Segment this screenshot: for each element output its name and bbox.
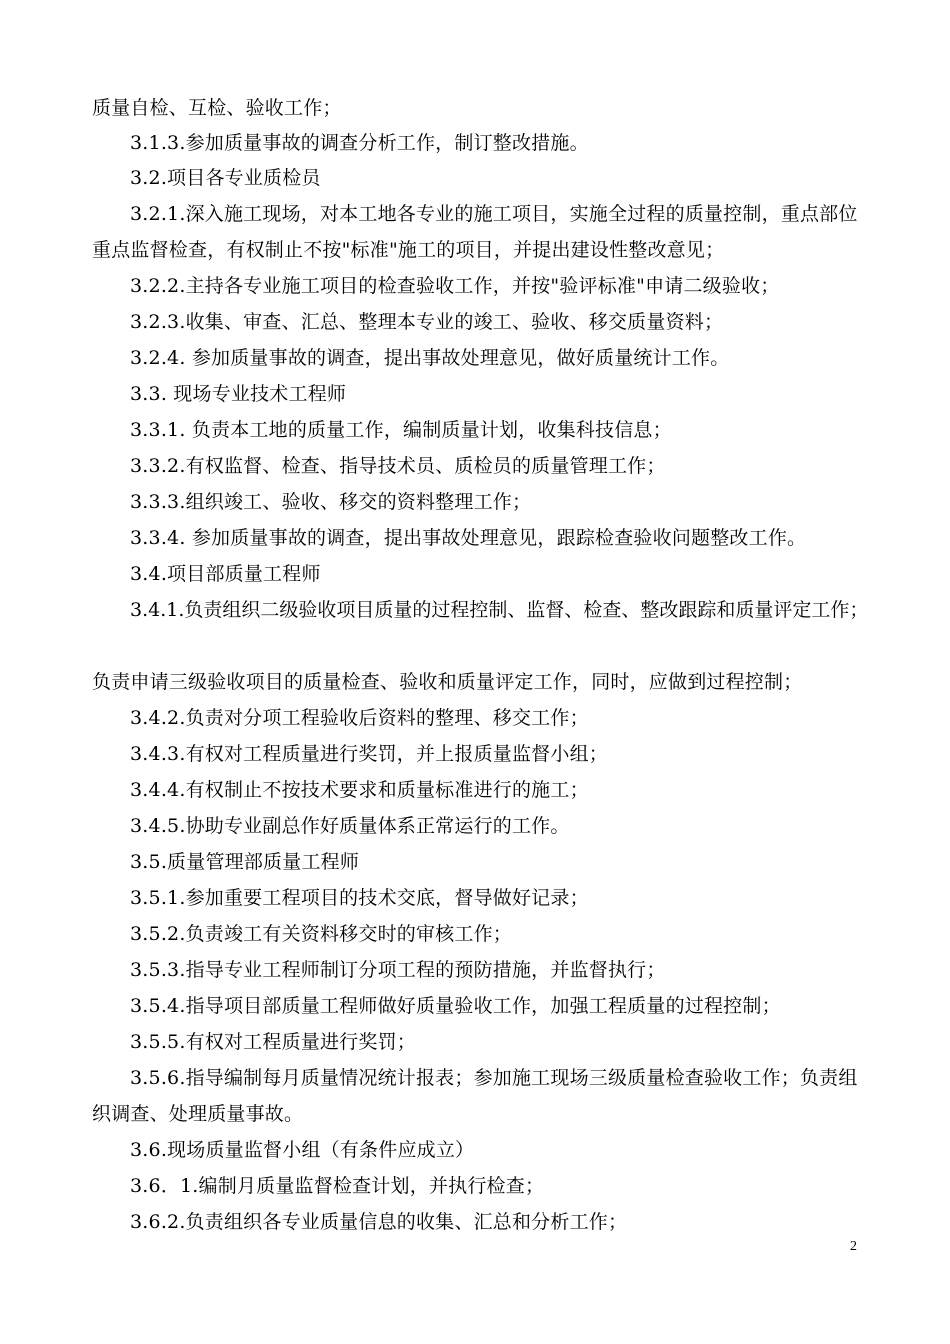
text-line: 3.2.2.主持各专业施工项目的检查验收工作，并按"验评标准"申请二级验收；: [130, 275, 780, 297]
text-line: 负责申请三级验收项目的质量检查、验收和质量评定工作，同时，应做到过程控制；: [92, 671, 803, 693]
text-line: 3.2.4. 参加质量事故的调查，提出事故处理意见，做好质量统计工作。: [130, 347, 730, 369]
text-line: 3.6．1.编制月质量监督检查计划，并执行检查；: [130, 1175, 545, 1197]
text-line: 3.4.5.协助专业副总作好质量体系正常运行的工作。: [130, 815, 570, 837]
section-heading: 3.4.项目部质量工程师: [130, 563, 321, 585]
text-line: 3.5.3.指导专业工程师制订分项工程的预防措施，并监督执行；: [130, 959, 666, 981]
text-line: 3.3.1. 负责本工地的质量工作，编制质量计划，收集科技信息；: [130, 419, 672, 441]
text-line: 3.1.3.参加质量事故的调查分析工作，制订整改措施。: [130, 132, 589, 154]
text-line: 3.6.2.负责组织各专业质量信息的收集、汇总和分析工作；: [130, 1211, 628, 1233]
text-line: 3.2.1.深入施工现场，对本工地各专业的施工项目，实施全过程的质量控制，重点部位: [130, 203, 858, 225]
text-line: 3.5.6.指导编制每月质量情况统计报表；参加施工现场三级质量检查验收工作；负责组: [130, 1067, 858, 1089]
text-line: 3.4.2.负责对分项工程验收后资料的整理、移交工作；: [130, 707, 589, 729]
text-line: 重点监督检查，有权制止不按"标准"施工的项目，并提出建设性整改意见；: [92, 239, 725, 261]
text-line: 质量自检、互检、验收工作；: [92, 97, 342, 119]
text-line: 3.3.2.有权监督、检查、指导技术员、质检员的质量管理工作；: [130, 455, 666, 477]
text-line: 3.4.4.有权制止不按技术要求和质量标准进行的施工；: [130, 779, 589, 801]
section-heading: 3.6.现场质量监督小组（有条件应成立）: [130, 1139, 475, 1161]
text-line: 3.4.3.有权对工程质量进行奖罚，并上报质量监督小组；: [130, 743, 608, 765]
section-heading: 3.3. 现场专业技术工程师: [130, 383, 347, 405]
text-line: 3.5.4.指导项目部质量工程师做好质量验收工作，加强工程质量的过程控制；: [130, 995, 781, 1017]
text-line: 织调查、处理质量事故。: [92, 1103, 304, 1125]
section-heading: 3.5.质量管理部质量工程师: [130, 851, 360, 873]
page-number: 2: [850, 1239, 857, 1254]
text-line: 3.3.3.组织竣工、验收、移交的资料整理工作；: [130, 491, 532, 513]
text-line: 3.3.4. 参加质量事故的调查，提出事故处理意见，跟踪检查验收问题整改工作。: [130, 527, 807, 549]
text-line: 3.5.5.有权对工程质量进行奖罚；: [130, 1031, 416, 1053]
text-line: 3.2.3.收集、审查、汇总、整理本专业的竣工、验收、移交质量资料；: [130, 311, 724, 333]
text-line: 3.5.2.负责竣工有关资料移交时的审核工作；: [130, 923, 512, 945]
text-line: 3.5.1.参加重要工程项目的技术交底，督导做好记录；: [130, 887, 589, 909]
section-heading: 3.2.项目各专业质检员: [130, 167, 321, 189]
text-line: 3.4.1.负责组织二级验收项目质量的过程控制、监督、检查、整改跟踪和质量评定工作；: [130, 599, 869, 621]
